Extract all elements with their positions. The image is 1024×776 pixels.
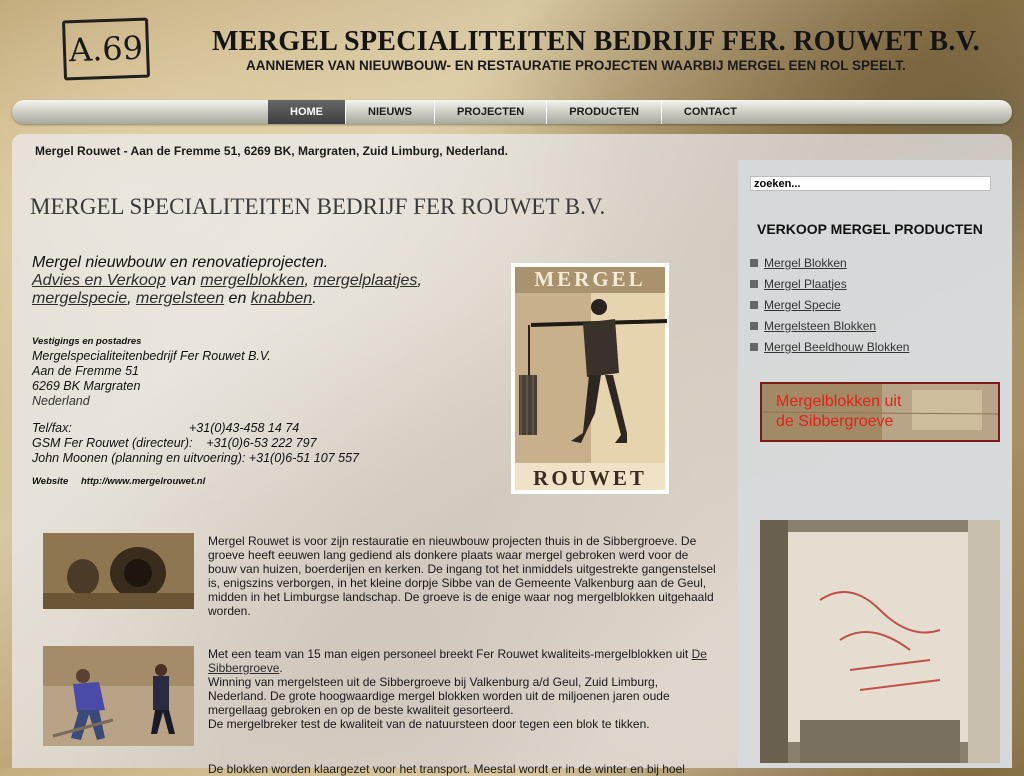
- square-bullet-icon: [750, 322, 758, 330]
- nav-producten[interactable]: PRODUCTEN: [547, 100, 662, 124]
- search-input[interactable]: [750, 176, 991, 191]
- address-line: Mergel Rouwet - Aan de Fremme 51, 6269 BK, Margraten, Zuid Limburg, Nederland.: [35, 144, 508, 158]
- mergelsteen-link[interactable]: mergelsteen: [136, 290, 225, 307]
- product-item[interactable]: [750, 294, 909, 315]
- sidebar-heading: VERKOOP MERGEL PRODUCTEN: [757, 221, 983, 237]
- address-label: Vestigings en postadres: [32, 336, 142, 347]
- page-header: [0, 0, 1024, 100]
- breker-text-last: De mergelbreker test de kwaliteit van de natuursteen door tegen een blok te tikken.: [208, 717, 650, 731]
- tel-value: +31(0)43-458 14 74: [189, 421, 300, 435]
- tel-row: [32, 421, 502, 436]
- product-list: [750, 252, 909, 357]
- square-bullet-icon: [750, 301, 758, 309]
- breker-text-start: Met een team van 15 man eigen personeel breekt Fer Rouwet kwaliteits-mergelblokken uit: [208, 647, 689, 661]
- postal-code: 6269 BK Margraten: [32, 379, 141, 393]
- product-link-beeldhouw-blokken[interactable]: Mergel Beeldhouw Blokken: [764, 339, 910, 354]
- website-value[interactable]: http://www.mergelrouwet.nl: [81, 476, 206, 487]
- breker-photo: [43, 646, 194, 746]
- square-bullet-icon: [750, 343, 758, 351]
- nav-nieuws[interactable]: NIEUWS: [346, 100, 435, 124]
- nav-contact[interactable]: CONTACT: [683, 106, 737, 118]
- mergelblokken-link[interactable]: mergelblokken: [200, 272, 305, 289]
- nav-projecten[interactable]: PROJECTEN: [435, 100, 547, 124]
- intro-en: en: [228, 290, 247, 307]
- company-name: Mergelspecialiteitenbedrijf Fer Rouwet B.V.: [32, 349, 271, 363]
- knabben-link[interactable]: knabben: [250, 290, 313, 307]
- john-row: [32, 451, 502, 466]
- product-link-mergelsteen-blokken[interactable]: Mergelsteen Blokken: [764, 318, 877, 333]
- mergel-worker-illustration: [511, 263, 669, 494]
- site-subtitle: AANNEMER VAN NIEUWBOUW- EN RESTAURATIE PROJECTEN WAARBIJ MERGEL EEN ROL SPEELT.: [246, 58, 906, 73]
- sibbergroeve-link[interactable]: De Sibbergroeve: [208, 647, 707, 675]
- intro-van: van: [170, 272, 196, 289]
- intro-text: Mergel nieuwbouw en renovatieprojecten. Advies en Verkoop van mergelblokken, mergelplaatjes, mergelspecie, mergelsteen en knabben.: [32, 254, 422, 307]
- inscribed-stone-photo: [760, 520, 1000, 763]
- product-item[interactable]: [750, 252, 909, 273]
- square-bullet-icon: [750, 280, 758, 288]
- main-heading: MERGEL SPECIALITEITEN BEDRIJF FER ROUWET B.V.: [30, 194, 606, 219]
- website-label: Website: [32, 476, 69, 487]
- gsm-row: [32, 436, 502, 451]
- nav-list: [268, 100, 759, 124]
- breker-paragraph: [208, 647, 720, 731]
- product-link-mergel-blokken[interactable]: Mergel Blokken: [764, 255, 847, 270]
- mergel-rouwet-image: [511, 263, 669, 494]
- sibbergroeve-banner[interactable]: [760, 382, 1000, 442]
- transport-paragraph: De blokken worden klaargezet voor het transport. Meestal wordt er in de winter en bij hoel: [208, 762, 685, 776]
- street: Aan de Fremme 51: [32, 364, 139, 378]
- breker-text-rest: Winning van mergelsteen uit de Sibbergroeve bij Valkenburg a/d Geul, Zuid Limburg, Nederland. De grote hoogwaardige mergel blokken worden uit de miljoenen jaren oude mergellaag gebroken en op de beste kwaliteit gesorteerd.: [208, 675, 670, 717]
- brand-bottom-text: ROUWET: [533, 466, 647, 490]
- company-logo[interactable]: A.69: [62, 18, 150, 81]
- main-nav: [12, 100, 1012, 124]
- mergelplaatjes-link[interactable]: mergelplaatjes: [313, 272, 418, 289]
- content-panel: [12, 134, 1012, 776]
- country: Nederland: [32, 394, 90, 408]
- john-value: +31(0)6-51 107 557: [248, 451, 359, 465]
- banner-text: [776, 392, 901, 432]
- mergelspecie-link[interactable]: mergelspecie: [32, 290, 128, 307]
- product-item[interactable]: [750, 336, 909, 357]
- tel-label: Tel/fax:: [32, 421, 72, 435]
- product-link-mergel-specie[interactable]: Mergel Specie: [764, 297, 841, 312]
- square-bullet-icon: [750, 259, 758, 267]
- gsm-value: +31(0)6-53 222 797: [206, 436, 317, 450]
- intro-line: Mergel nieuwbouw en renovatieprojecten.: [32, 254, 329, 271]
- brand-top-text: MERGEL: [534, 267, 646, 291]
- product-item[interactable]: [750, 273, 909, 294]
- site-title: MERGEL SPECIALITEITEN BEDRIJF FER. ROUWET B.V.: [212, 26, 980, 57]
- breker-text-end: .: [279, 661, 283, 675]
- groeve-tunnel-photo: [43, 533, 194, 609]
- groeve-paragraph: Mergel Rouwet is voor zijn restauratie en nieuwbouw projecten thuis in de Sibbergroeve. De groeve heeft eeuwen lang gediend als donkere plaats waar mergel gebroken werd voor de bouw van huizen, boerderijen en kerken. De ingang tot het inmiddels uitgestrekte gangenstelsel is, enigszins verborgen, in het kleine dorpje Sibbe van de Gemeente Valkenburg aan de Geul, midden in het Limburgse landschap. De groeve is de enige waar nog mergelblokken uitgehaald worden.: [208, 534, 716, 618]
- contact-block: [32, 334, 502, 489]
- sidebar: [738, 160, 1012, 768]
- product-item[interactable]: [750, 315, 909, 336]
- website-row: [32, 474, 502, 489]
- product-link-mergel-plaatjes[interactable]: Mergel Plaatjes: [764, 276, 847, 291]
- banner-line-2: de Sibbergroeve: [776, 413, 894, 430]
- banner-line-1: Mergelblokken uit: [776, 393, 902, 410]
- nav-home[interactable]: HOME: [268, 100, 346, 124]
- advies-verkoop-link[interactable]: Advies en Verkoop: [32, 272, 166, 289]
- gsm-label: GSM Fer Rouwet (directeur):: [32, 436, 193, 450]
- john-label: John Moonen (planning en uitvoering):: [32, 451, 246, 465]
